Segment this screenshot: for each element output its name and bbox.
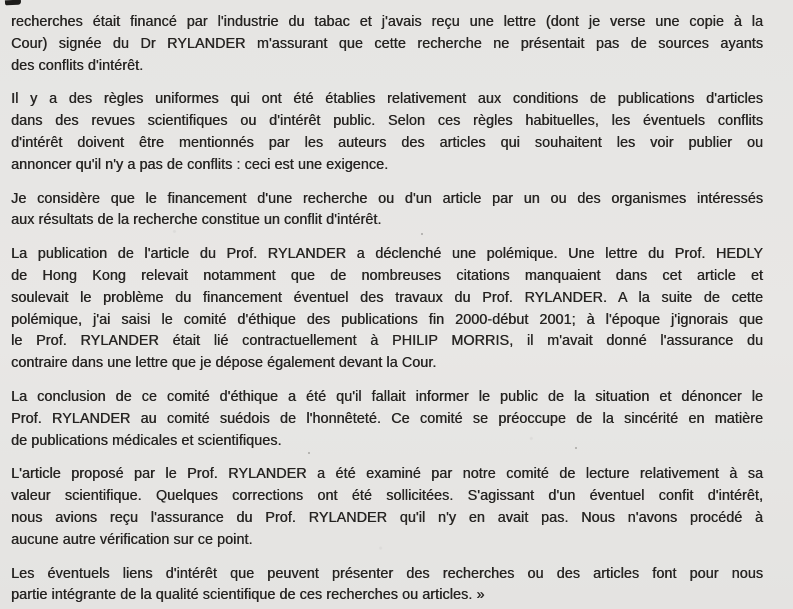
- text-line: annoncer qu'il n'y a pas de conflits : ceci est une exigence.: [11, 156, 389, 173]
- text-line: dans des revues scientifiques ou d'intérêt public. Selon ces règles habituelles, les éventuels conflits: [11, 113, 763, 130]
- paragraph: [11, 12, 763, 77]
- text-line: Il y a des règles uniformes qui ont été établies relativement aux conditions de publications d'articles: [11, 91, 763, 108]
- text-line: d'intérêt doivent être mentionnés par les auteurs des articles qui souhaitent les voir publier ou: [11, 134, 763, 151]
- scan-speckle: [240, 416, 241, 419]
- text-line: aux résultats de la recherche constitue un conflit d'intérêt.: [11, 212, 382, 229]
- text-line: polémique, j'ai saisi le comité d'éthique des publications fin 2000-début 2001; à l'époque j'ignorais que: [11, 311, 763, 328]
- text-line: L'article proposé par le Prof. RYLANDER a été examiné par notre comité de lecture relativement à sa: [11, 466, 763, 483]
- paragraph: [11, 464, 763, 551]
- text-line: contraire dans une lettre que je dépose également devant la Cour.: [11, 355, 437, 372]
- scan-speckle: [308, 452, 310, 454]
- text-line: partie intégrante de la qualité scientifique de ces recherches ou articles. »: [11, 587, 485, 604]
- text-line: Les éventuels liens d'intérêt que peuvent présenter des recherches ou des articles font pour nous: [11, 565, 763, 582]
- text-line: de Hong Kong relevait notamment que de nombreuses citations manquaient dans cet article et: [11, 267, 763, 284]
- paragraph: [11, 564, 763, 608]
- paragraph: [11, 189, 763, 233]
- text-line: aucune autre vérification sur ce point.: [11, 531, 253, 548]
- scan-speckle: [421, 233, 423, 235]
- scan-artifact-mark: [5, 0, 21, 5]
- scan-speckle: [575, 447, 577, 449]
- text-line: soulevait le problème du financement éventuel des travaux du Prof. RYLANDER. A la suite de cette: [11, 289, 763, 306]
- text-line: Je considère que le financement d'une recherche ou d'un article par un ou des organismes intéressés: [11, 190, 763, 207]
- paragraph: [11, 387, 763, 452]
- text-line: La publication de l'article du Prof. RYLANDER a déclenché une polémique. Une lettre du Prof. HEDLY: [11, 246, 763, 263]
- text-line: le Prof. RYLANDER était lié contractuellement à PHILIP MORRIS, il m'avait donné l'assurance du: [11, 333, 763, 350]
- paragraph: [11, 244, 763, 375]
- paragraph: [11, 89, 763, 176]
- text-line: Cour) signée du Dr RYLANDER m'assurant que cette recherche ne présentait pas de sources ayants: [11, 35, 763, 52]
- text-line: recherches était financé par l'industrie du tabac et j'avais reçu une lettre (dont je verse une copie à la: [11, 14, 763, 30]
- text-line: La conclusion de ce comité d'éthique a été qu'il fallait informer le public de la situation et dénoncer le: [11, 388, 763, 405]
- text-line: Prof. RYLANDER au comité suédois de l'honnêteté. Ce comité se préoccupe de la sincérité en matière: [11, 410, 763, 427]
- text-line: de publications médicales et scientifiques.: [11, 432, 282, 449]
- text-line: nous avions reçu l'assurance du Prof. RYLANDER qu'il n'y en avait pas. Nous n'avons procédé à: [11, 509, 763, 526]
- text-line: valeur scientifique. Quelques corrections ont été sollicitées. S'agissant d'un éventuel confit d'intérêt,: [11, 488, 763, 505]
- text-line: des conflits d'intérêt.: [11, 57, 144, 74]
